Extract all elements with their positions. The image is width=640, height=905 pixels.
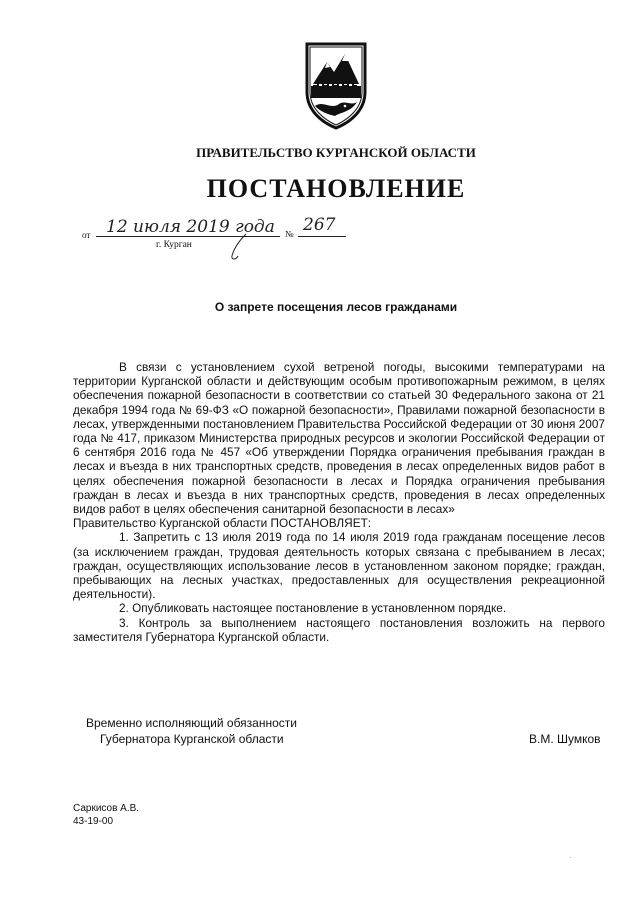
date-prefix: от bbox=[82, 230, 91, 240]
document-body bbox=[73, 360, 605, 644]
number-value: 267 bbox=[303, 215, 336, 235]
document-type: ПОСТАНОВЛЕНИЕ bbox=[206, 174, 466, 203]
signer-position-line1: Временно исполняющий обязанности bbox=[86, 716, 297, 730]
executor-phone: 43-19-00 bbox=[73, 816, 114, 827]
city-label: г. Курган bbox=[156, 240, 192, 250]
handwritten-flourish bbox=[228, 232, 250, 262]
kurgan-coat-of-arms-icon bbox=[301, 40, 371, 130]
scan-speck bbox=[570, 857, 571, 858]
item-2: 2. Опубликовать настоящее постановление в установленном порядке. bbox=[119, 601, 507, 616]
number-prefix: № bbox=[285, 229, 294, 239]
item-3: 3. Контроль за выполнением настоящего постановления возложить на первого заместителя Губернатора Курганской области. bbox=[73, 615, 605, 644]
signer-name: В.М. Шумков bbox=[529, 732, 601, 746]
number-underline bbox=[298, 236, 346, 237]
item-1: 1. Запретить с 13 июля 2019 года по 14 июля 2019 года гражданам посещение лесов (за исключением граждан, трудовая деятельность которых связана с пребыванием в лесах; граждан, осуществляющих использование лесов в установленном законом порядке; граждан, пребывающих на лесных участках, предоставленных для осуществления рекреационной деятельности). bbox=[73, 530, 605, 602]
signer-position-line2: Губернатора Курганской области bbox=[100, 732, 284, 746]
preamble-paragraph: В связи с установлением сухой ветреной погоды, высокими температурами на территории Курганской области и действующим особым противопожарным режимом, в целях обеспечения пожарной безопасности в соответствии со статьей 30 Федерального закона от 21 декабря 1994 года № 69-ФЗ «О пожарной безопасности», Правилами пожарной безопасности в лесах, утвержденными постановлением Правительства Российской Федерации от 30 июня 2007 года № 417, приказом Министерства природных ресурсов и экологии Российской Федерации от 6 сентября 2016 года № 457 «Об утверждении Порядка ограничения пребывания граждан в лесах и въезда в них транспортных средств, проведения в лесах определенных видов работ в целях обеспечения пожарной безопасности в лесах и Порядка ограничения пребывания граждан в лесах и въезда в них транспортных средств, проведения в лесах определенных видов работ в целях обеспечения санитарной безопасности в лесах» bbox=[73, 360, 605, 517]
date-underline bbox=[96, 236, 280, 237]
organization-title: ПРАВИТЕЛЬСТВО КУРГАНСКОЙ ОБЛАСТИ bbox=[196, 145, 476, 160]
executor-name: Саркисов А.В. bbox=[73, 803, 140, 814]
resolves-line: Правительство Курганской области ПОСТАНОВЛЯЕТ: bbox=[73, 516, 372, 531]
date-value: 12 июля 2019 года bbox=[106, 217, 275, 237]
document-subject: О запрете посещения лесов гражданами bbox=[214, 300, 458, 314]
executor-block bbox=[73, 802, 139, 828]
